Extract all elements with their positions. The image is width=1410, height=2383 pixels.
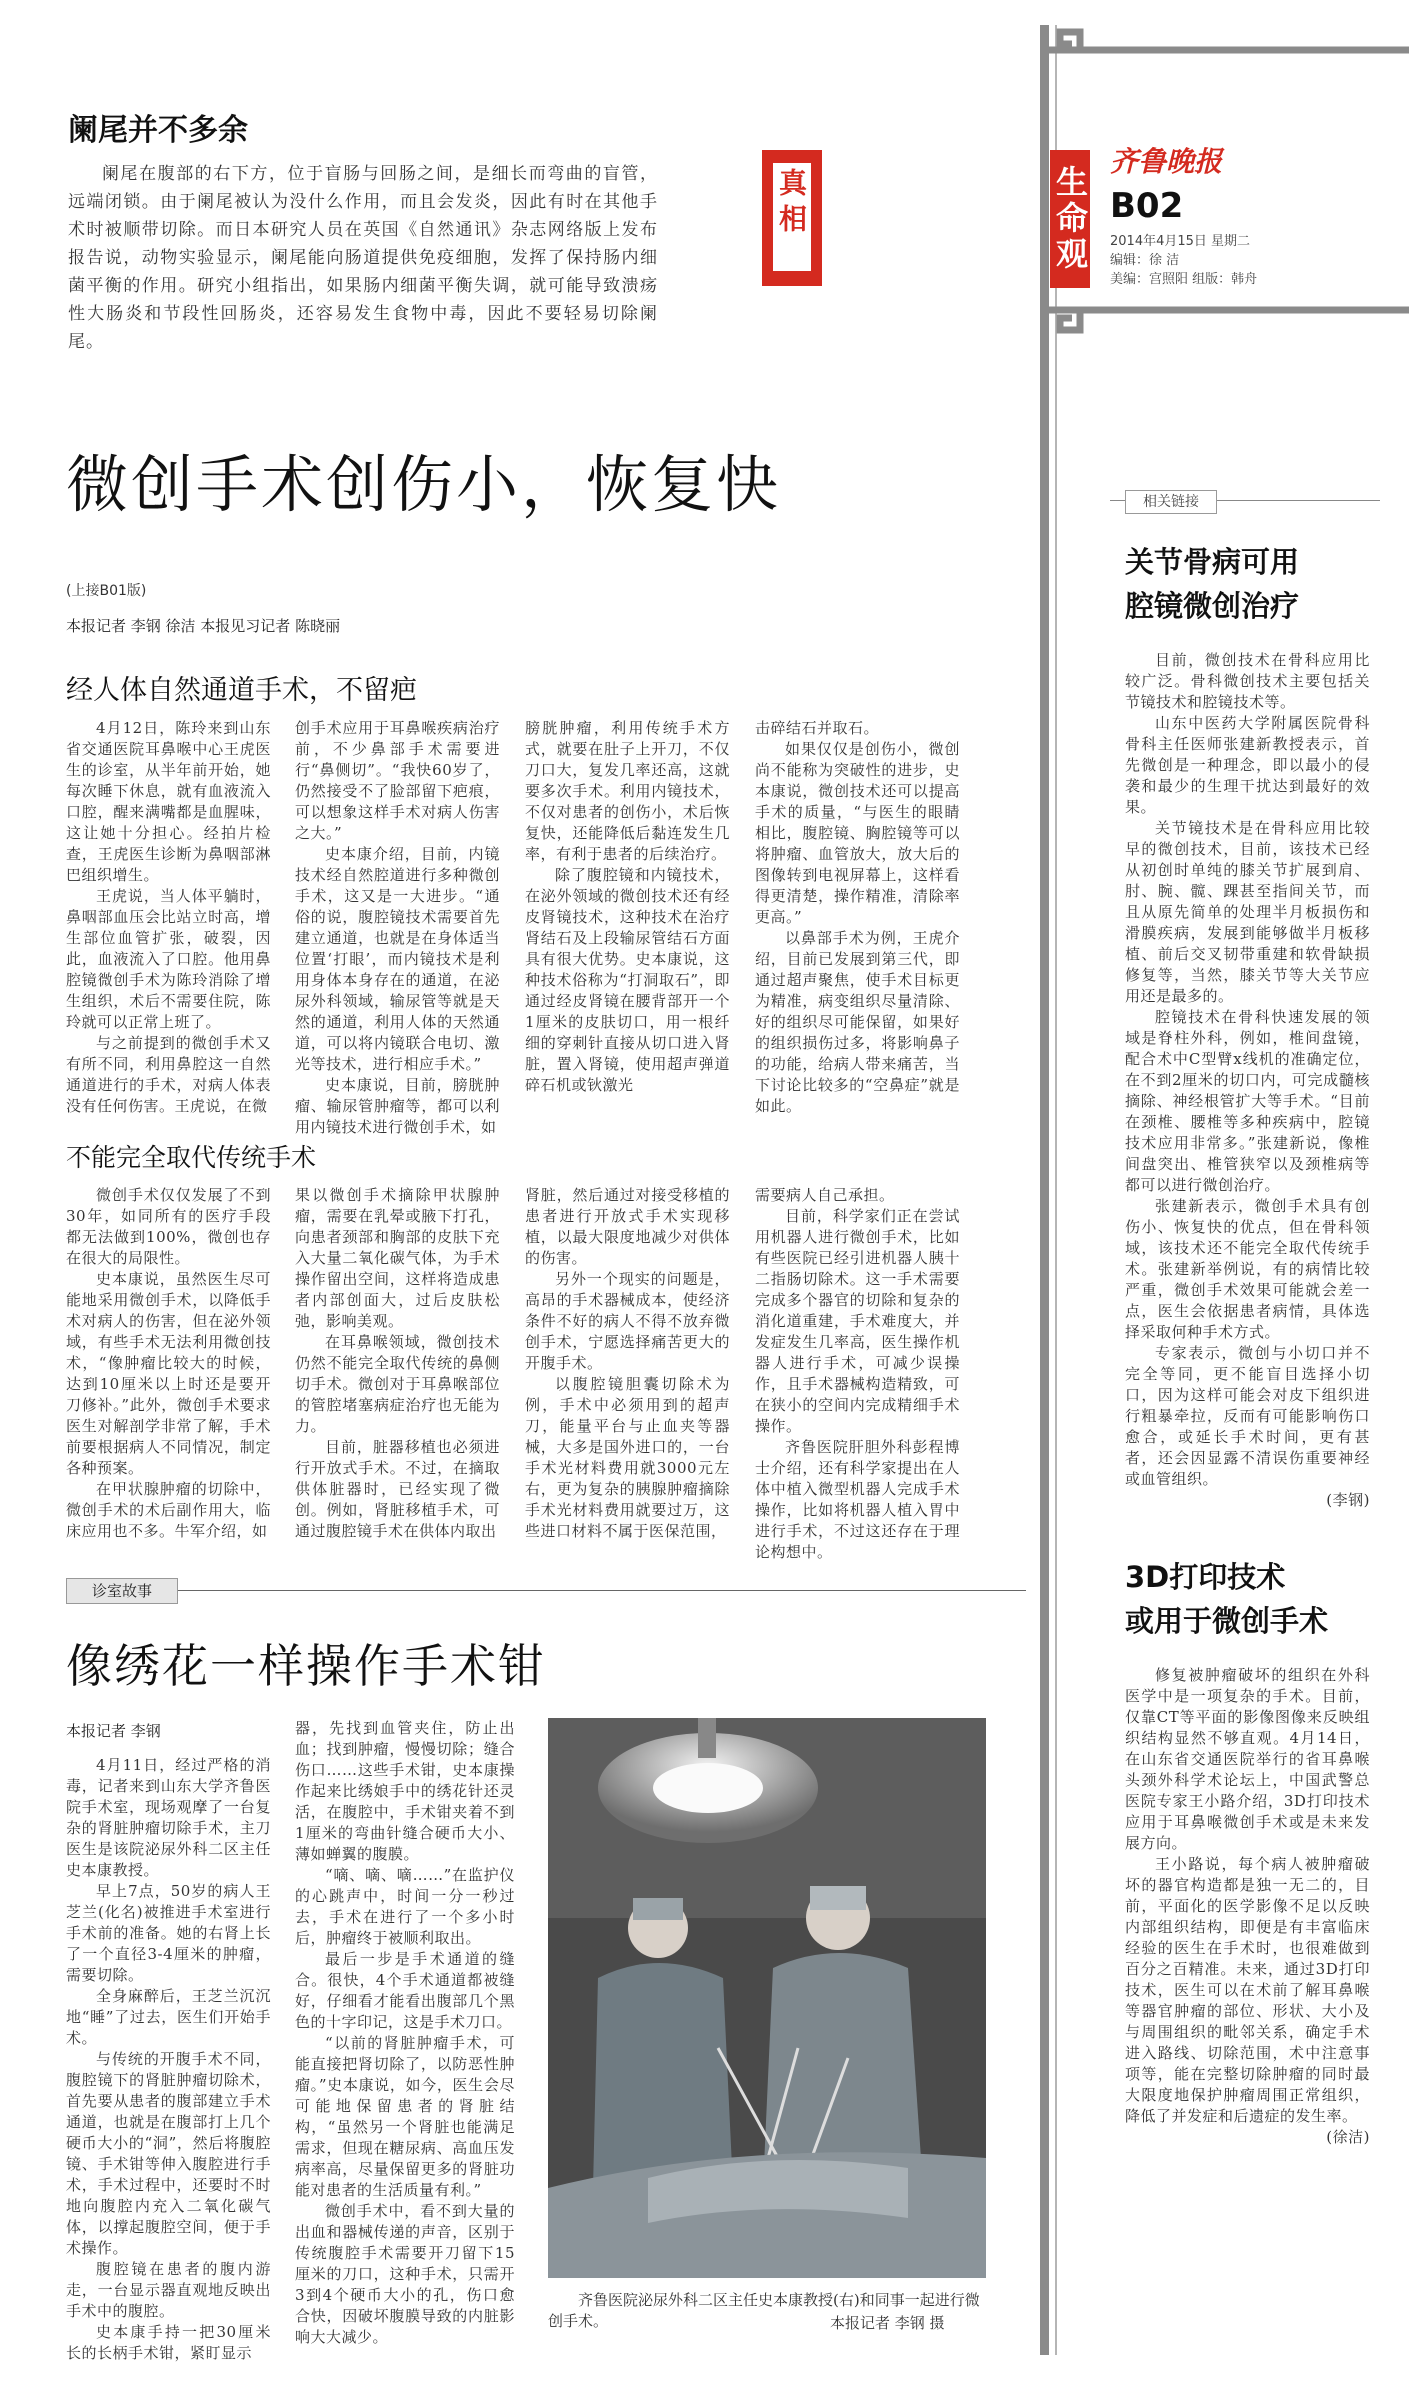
sidebar-story1-headline: [1125, 540, 1299, 628]
designer-credit: 美编：宫照阳 组版：韩舟: [1110, 272, 1258, 287]
surgery-photo: [548, 1718, 986, 2278]
sidebar-story2-author: (徐洁): [1326, 2128, 1370, 2146]
subhead-natural-orifice: 经人体自然通道手术，不留疤: [66, 675, 417, 706]
paper-logo: 齐鲁晚报: [1110, 145, 1223, 178]
editor-credit: 编辑：徐 洁: [1110, 253, 1180, 268]
sidebar-story2-headline-2: 或用于微创手术: [1125, 1604, 1329, 1638]
sidebar-story2-headline: [1125, 1555, 1328, 1643]
body-col-7: 肾脏，然后通过对接受移植的患者进行开放式手术实现移植，以最大限度地减少对供体的伤害。 另外一个现实的问题是，高昂的手术器械成本，使经济条件不好的病人不得不放弃微创手术，宁愿选择痛苦更大的开腹手术。 以腹腔镜胆囊切除术为例，手术中必须用到的超声刀，能量平台与止血夹等器械，大多是国外进口的，一台手术光材料费用就3000元左右，更为复杂的胰腺肿瘤摘除手术光材料费用就要过万，这些进口材料不属于医保范围，: [525, 1186, 730, 1540]
brief-title: 阑尾并不多余: [68, 113, 248, 148]
clinic-headline: 像绣花一样操作手术钳: [66, 1639, 546, 1693]
body-col-3: 膀胱肿瘤，利用传统手术方式，就要在肚子上开刀，不仅刀口大，复发几率还高，这就要多次手术。利用内镜技术，不仅对患者的创伤小，术后恢复快，还能降低后黏连发生几率，有利于患者的后续治疗。 除了腹腔镜和内镜技术，在泌外领域的微创技术还有经皮肾镜技术，这种技术在治疗肾结石及上段输尿管结石方面具有很大优势。史本康说，这种技术俗称为“打洞取石”，即通过经皮肾镜在腰背部开一个1厘米的皮肤切口，用一根纤细的穿刺针直接从切口进入肾脏，置入肾镜，使用超声弹道碎石机或钬激光: [525, 719, 730, 1094]
sidebar-tag: 相关链接: [1125, 490, 1217, 514]
body-col-1: 4月12日，陈玲来到山东省交通医院耳鼻喉中心王虎医生的诊室，从半年前开始，她每次睡下休息，就有血液流入口腔，醒来满嘴都是血腥味，这让她十分担心。经拍片检查，王虎医生诊断为鼻咽部淋巴组织增生。 王虎说，当人体平躺时，鼻咽部血压会比站立时高，增生部位血管扩张，破裂，因此，血液流入了口腔。他用鼻腔镜微创手术为陈玲消除了增生组织，术后不需要住院，陈玲就可以正常上班了。 与之前提到的微创手术又有所不同，利用鼻腔这一自然通道进行的手术，对病人体表没有任何伤害。王虎说，在微: [66, 719, 271, 1115]
body-col-6: 果以微创手术摘除甲状腺肿瘤，需要在乳晕或腋下打孔，向患者颈部和胸部的皮肤下充入大量二氧化碳气体，为手术操作留出空间，这样将造成患者内部创面大，过后皮肤松弛，影响美观。 在耳鼻喉领域，微创技术仍然不能完全取代传统的鼻侧切手术。微创对于耳鼻喉部位的管腔堵塞病症治疗也无能为力。 目前，脏器移植也必须进行开放式手术。不过，在摘取供体脏器时，已经实现了微创。例如，肾脏移植手术，可通过腹腔镜手术在供体内取出: [295, 1186, 500, 1540]
truth-stamp-text: 真相: [775, 168, 808, 240]
frame-meander-bottom: [1040, 300, 1410, 350]
subhead-limits: 不能完全取代传统手术: [66, 1143, 317, 1172]
surgery-photo-illustration: [548, 1718, 986, 2278]
sidebar-story1-body: 目前，微创技术在骨科应用比较广泛。骨科微创技术主要包括关节镜技术和腔镜技术等。 山东中医药大学附属医院骨科骨科主任医师张建新教授表示，首先微创是一种理念，即以最小的侵袭和最少的生理干扰达到最好的效果。 关节镜技术是在骨科应用比较早的微创技术，目前，该技术已经从初创时单纯的膝关节扩展到肩、肘、腕、髋、踝甚至指间关节，而且从原先简单的处理半月板损伤和滑膜疾病，发展到能够做半月板移植、前后交叉韧带重建和软骨缺损修复等，当然，膝关节等大关节应用还是最多的。 腔镜技术在骨科快速发展的领域是脊柱外科，例如，椎间盘镜，配合术中C型臂x线机的准确定位，在不到2厘米的切口内，可完成髓核摘除、神经根管扩大等手术。“目前在颈椎、腰椎等多种疾病中，腔镜技术应用非常多。”张建新说，像椎间盘突出、椎管狭窄以及颈椎病等都可以进行微创治疗。 张建新表示，微创手术具有创伤小、恢复快的优点，但在骨科领域，该技术还不能完全取代传统手术。张建新举例说，有的病情比较严重，微创手术效果可能就会差一点，医生会依据患者病情，具体选择采取何种手术方式。 专家表示，微创与小切口并不完全等同，更不能盲目选择小切口，因为这样可能会对皮下组织进行粗暴牵拉，反而有可能影响伤口愈合，或延长手术时间，更有甚者，还会因显露不清误伤重要神经或血管组织。 (李钢): [1125, 651, 1370, 1509]
body-col-4: 击碎结石并取石。 如果仅仅是创伤小，微创尚不能称为突破性的进步，史本康说，微创技术还可以提高手术的质量，“与医生的眼睛相比，腹腔镜、胸腔镜等可以将肿瘤、血管放大，放大后的图像转到电视屏幕上，这样看得更清楚，操作精准，清除率更高。” 以鼻部手术为例，王虎介绍，目前已发展到第三代，即通过超声聚焦，使手术目标更为精准，病变组织尽量清除、好的组织尽可能保留，如果好的组织损伤过多，将影响鼻子的功能，给病人带来痛苦，当下讨论比较多的“空鼻症”就是如此。: [755, 719, 960, 1115]
brief-body: 阑尾在腹部的右下方，位于盲肠与回肠之间，是细长而弯曲的盲管，远端闭锁。由于阑尾被认为没什么作用，而且会发炎，因此有时在其他手术时被顺带切除。而日本研究人员在英国《自然通讯》杂志网络版上发布报告说，动物实验显示，阑尾能向肠道提供免疫细胞，发挥了保持肠内细菌平衡的作用。研究小组指出，如果肠内细菌平衡失调，就可能导致溃疡性大肠炎和节段性回肠炎，还容易发生食物中毒，因此不要轻易切除阑尾。: [68, 164, 658, 352]
frame-meander-top: [1040, 30, 1410, 70]
clinic-byline: 本报记者 李钢: [66, 1722, 161, 1740]
clinic-tag-rule: [66, 1590, 1026, 1591]
main-headline: 微创手术创伤小，恢复快: [66, 448, 782, 521]
issue-date: 2014年4月15日 星期二: [1110, 234, 1251, 249]
sidebar-story1-headline-2: 腔镜微创治疗: [1125, 589, 1300, 623]
frame-vertical-line-inner: [1055, 25, 1057, 2355]
sidebar-story1-headline-1: 关节骨病可用: [1125, 545, 1300, 579]
clinic-col-1: 4月11日，经过严格的消毒，记者来到山东大学齐鲁医院手术室，现场观摩了一台复杂的肾脏肿瘤切除手术，主刀医生是该院泌尿外科二区主任史本康教授。 早上7点，50岁的病人王芝兰(化名)被推进手术室进行手术前的准备。她的右肾上长了一个直径3-4厘米的肿瘤，需要切除。 全身麻醉后，王芝兰沉沉地“睡”了过去，医生们开始手术。 与传统的开腹手术不同，腹腔镜下的肾脏肿瘤切除术，首先要从患者的腹部建立手术通道，也就是在腹部打上几个硬币大小的“洞”，然后将腹腔镜、手术钳等伸入腹腔进行手术，手术过程中，还要时不时地向腹腔内充入二氧化碳气体，以撑起腹腔空间，便于手术操作。 腹腔镜在患者的腹内游走，一台显示器直观地反映出手术中的腹腔。 史本康手持一把30厘米长的长柄手术钳，紧盯显示: [66, 1756, 271, 2362]
body-col-5: 微创手术仅仅发展了不到30年，如同所有的医疗手段都无法做到100%，微创也存在很大的局限性。 史本康说，虽然医生尽可能地采用微创手术，以降低手术对病人的伤害，但在泌外领域，有些手术无法利用微创技术，“像肿瘤比较大的时候，达到10厘米以上时还是要开刀修补。”此外，微创手术要求医生对解剖学非常了解，手术前要根据病人不同情况，制定各种预案。 在甲状腺肿瘤的切除中，微创手术的术后副作用大，临床应用也不多。牛军介绍，如: [66, 1186, 271, 1540]
main-byline: 本报记者 李钢 徐洁 本报见习记者 陈晓丽: [66, 617, 341, 635]
sidebar-story1-author: (李钢): [1326, 1491, 1370, 1509]
body-col-2: 创手术应用于耳鼻喉疾病治疗前，不少鼻部手术需要进行“鼻侧切”。“我快60岁了，仍然接受不了脸部留下疤痕，可以想象这样手术对病人伤害之大。” 史本康介绍，目前，内镜技术经自然腔道进行多种微创手术，这又是一大进步。“通俗的说，腹腔镜技术需要首先建立通道，也就是在身体适当位置‘打眼’，而内镜技术是利用身体本身存在的通道，在泌尿外科领域，输尿管等就是天然的通道，利用人体的天然通道，可以将内镜联合电切、激光等技术，进行相应手术。” 史本康说，目前，膀胱肿瘤、输尿管肿瘤等，都可以利用内镜技术进行微创手术，如: [295, 719, 500, 1136]
sidebar-story2-headline-1: 3D打印技术: [1125, 1560, 1286, 1594]
sidebar-story2-body: 修复被肿瘤破坏的组织在外科医学中是一项复杂的手术。目前，仅靠CT等平面的影像图像来反映组织结构显然不够直观。4月14日，在山东省交通医院举行的省耳鼻喉头颈外科学术论坛上，中国武警总医院专家王小路介绍，3D打印技术应用于耳鼻喉微创手术或是未来发展方向。 王小路说，每个病人被肿瘤破坏的器官构造都是独一无二的，目前，平面化的医学影像不足以反映内部组织结构，即便是有丰富临床经验的医生在手术时，也很难做到百分之百精准。未来，通过3D打印技术，医生可以在术前了解耳鼻喉等器官肿瘤的部位、形状、大小及与周围组织的毗邻关系，确定手术进入路线、切除范围，术中注意事项等，能在完整切除肿瘤的同时最大限度地保护肿瘤周围正常组织，降低了并发症和后遗症的发生率。 (徐洁): [1125, 1666, 1370, 2146]
clinic-col-2: 器，先找到血管夹住，防止出血；找到肿瘤，慢慢切除；缝合伤口……这些手术钳，史本康操作起来比绣娘手中的绣花针还灵活，在腹腔中，手术钳夹着不到1厘米的弯曲针缝合硬币大小、薄如蝉翼的腹膜。 “嘀、嘀、嘀……”在监护仪的心跳声中，时间一分一秒过去，手术在进行了一个多小时后，肿瘤终于被顺利取出。 最后一步是手术通道的缝合。很快，4个手术通道都被缝好，仔细看才能看出腹部几个黑色的十字印记，这是手术刀口。 “以前的肾脏肿瘤手术，可能直接把肾切除了，以防恶性肿瘤。”史本康说，如今，医生会尽可能地保留患者的肾脏结构，“虽然另一个肾脏也能满足需求，但现在糖尿病、高血压发病率高，尽量保留更多的肾脏功能对患者的生活质量有利。” 微创手术中，看不到大量的出血和器械传递的声音，区别于传统腹腔手术需要开刀留下15厘米的刀口，这种手术，只需开3到4个硬币大小的孔，伤口愈合快，因破坏腹膜导致的内脏影响大大减少。: [295, 1719, 515, 2346]
body-col-8: 需要病人自己承担。 目前，科学家们正在尝试用机器人进行微创手术，比如有些医院已经引进机器人胰十二指肠切除术。这一手术需要完成多个器官的切除和复杂的消化道重建，手术难度大，并发症发生几率高，医生操作机器人进行手术，可减少误操作，且手术器械构造精致，可在狭小的空间内完成精细手术操作。 齐鲁医院肝胆外科彭程博士介绍，还有科学家提出在人体中植入微型机器人完成手术操作，比如将机器人植入胃中进行手术，不过这还存在于理论构想中。: [755, 1186, 960, 1561]
page-number: B02: [1110, 186, 1184, 226]
photo-caption: 齐鲁医院泌尿外科二区主任史本康教授(右)和同事一起进行微创手术。: [548, 2291, 980, 2330]
photo-credit: 本报记者 李钢 摄: [830, 2314, 945, 2332]
frame-vertical-line-outer: [1040, 25, 1049, 2355]
masthead: [1110, 140, 1400, 287]
section-label-vertical: 生命观: [1050, 150, 1090, 288]
continued-note: (上接B01版): [66, 583, 147, 599]
clinic-tag: 诊室故事: [66, 1578, 178, 1604]
